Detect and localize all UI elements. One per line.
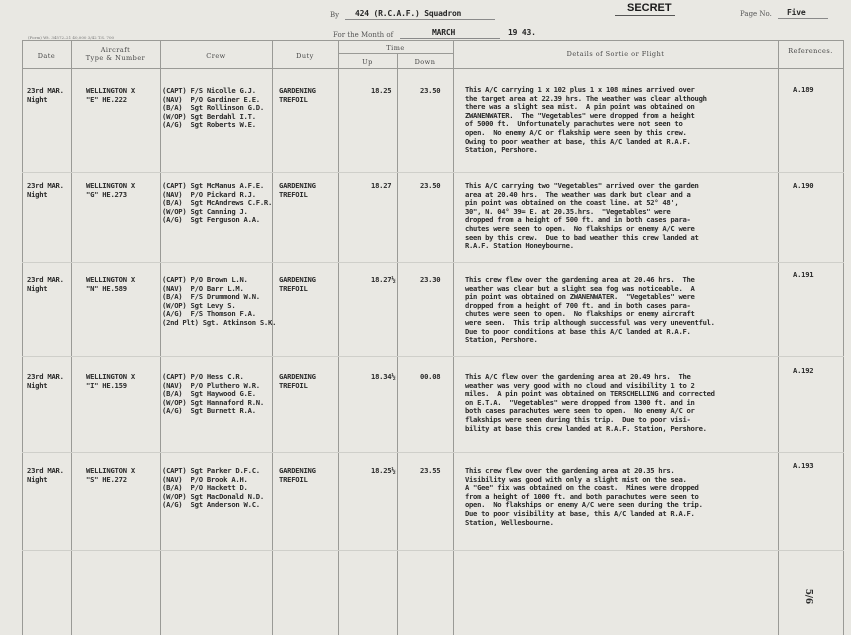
page-underline (778, 18, 828, 19)
sortie-time-up: 18.25 (371, 86, 392, 95)
sortie-aircraft: WELLINGTON X "E" HE.222 (86, 86, 135, 104)
col-header-up: Up (362, 58, 373, 66)
sortie-date: 23rd MAR. Night (27, 372, 64, 390)
col-header-date: Date (37, 52, 56, 60)
table-top-border (22, 40, 844, 41)
col-sep-date (71, 40, 72, 635)
details-line: both cases parachutes were seen to open. No enemy A/C or (465, 406, 695, 416)
details-line: the target area at 22.39 hrs. The weather was clear although (465, 93, 707, 103)
details-line: weather was very good with no cloud and visibility 1 to 2 (465, 380, 695, 390)
sortie-time-down: 00.08 (420, 372, 441, 381)
sortie-crew: (CAPT) Sgt McManus A.F.E. (NAV) P/O Pickard R.J. (B/A) Sgt McAndrews C.F.R. (W/OP) Sgt Canning J. (A/G) Sgt Ferguson A.A. (162, 181, 273, 225)
sortie-reference: A.191 (793, 270, 814, 279)
sortie-aircraft: WELLINGTON X "S" HE.272 (86, 466, 135, 484)
sortie-aircraft: WELLINGTON X "G" HE.273 (86, 181, 135, 199)
details-line: This A/C carrying two "Vegetables" arrived over the garden (465, 181, 699, 190)
col-header-references: References. (788, 47, 833, 55)
form-reference: (Form) Wt. 34572–21 40,000 3/42 T.S. 700 (28, 35, 115, 40)
details-line: 30", N. 04° 39= E. at 20.35.hrs. "Vegetables" were (465, 206, 671, 216)
header-bottom-border (22, 68, 844, 69)
details-line: seen by this crew. Due to bad weather this crew landed at (465, 232, 699, 242)
col-sep-up (397, 53, 398, 635)
details-line: from a height of 1000 ft. and both parachutes were seen to (465, 491, 699, 501)
sortie-reference: A.190 (793, 181, 814, 190)
by-label: By (330, 11, 340, 19)
details-line: open. No enemy A/C or flakship were seen by this crew. (465, 127, 687, 137)
sortie-time-down: 23.50 (420, 181, 441, 190)
col-header-down: Down (414, 58, 436, 66)
sortie-reference: A.193 (793, 461, 814, 470)
sortie-date: 23rd MAR. Night (27, 86, 64, 104)
rule-4 (22, 452, 844, 453)
details-line: on E.T.A. "Vegetables" were dropped from 1300 ft. and in (465, 397, 695, 407)
squadron-underline (345, 19, 495, 20)
sortie-details (465, 467, 703, 527)
details-line: Station, Pershore. (465, 145, 538, 155)
col-header-time: Time (386, 44, 405, 52)
details-line: Due to poor conditions at base this A/C landed at R.A.F. (465, 326, 691, 336)
details-line: This A/C carrying 1 x 102 plus 1 x 108 mines arrived over (465, 85, 695, 94)
details-line: This crew flew over the gardening area at 20.35 hrs. (465, 466, 675, 475)
sortie-date: 23rd MAR. Night (27, 181, 64, 199)
details-line: Owing to poor weather at base, this A/C landed at R.A.F. (465, 136, 691, 146)
sortie-reference: A.192 (793, 366, 814, 375)
sortie-time-up: 18.27 (371, 181, 392, 190)
classification-underline (615, 15, 675, 16)
sortie-aircraft: WELLINGTON X "N" HE.589 (86, 275, 135, 293)
sortie-time-down: 23.50 (420, 86, 441, 95)
details-line: This A/C flew over the gardening area at 20.49 hrs. The (465, 372, 691, 381)
col-sep-duty (338, 40, 339, 635)
sortie-duty: GARDENING TREFOIL (279, 466, 316, 484)
page-number: Five (787, 8, 806, 17)
sortie-time-down: 23.55 (420, 466, 441, 475)
sortie-duty: GARDENING TREFOIL (279, 181, 316, 199)
sortie-date: 23rd MAR. Night (27, 275, 64, 293)
details-line: Station, Pershore. (465, 335, 538, 345)
sortie-crew: (CAPT) Sgt Parker D.F.C. (NAV) P/O Brook A.H. (B/A) P/O Hackett D. (W/OP) Sgt MacDonald N.D. (A/G) Sgt Anderson W.C. (162, 466, 264, 510)
details-line: pin point was obtained on the coast line. at 52° 48', (465, 198, 679, 208)
col-header-crew: Crew (206, 52, 226, 60)
details-line: R.A.F. Station Honeybourne. (465, 241, 574, 251)
details-line: flakships were seen during this trip. Due to poor visi- (465, 414, 691, 424)
classification: SECRET (627, 2, 672, 14)
details-line: open. No flakships or enemy A/C were seen during the trip. (465, 500, 703, 510)
corner-mark: 5/6 (802, 588, 813, 604)
details-line: dropped from a height of 700 ft. and in both cases para- (465, 300, 691, 310)
details-line: Station, Wellesbourne. (465, 517, 554, 527)
col-sep-right (843, 40, 844, 635)
rule-5 (22, 550, 844, 551)
month-underline (400, 38, 500, 39)
col-sep-crew (272, 40, 273, 635)
details-line: area at 20.40 hrs. The weather was dark but clear and a (465, 189, 691, 199)
sortie-reference: A.189 (793, 85, 814, 94)
details-line: chutes were seen to open. No flakships or enemy A/C were (465, 223, 695, 233)
month-value: MARCH (432, 28, 456, 37)
sortie-aircraft: WELLINGTON X "I" HE.159 (86, 372, 135, 390)
time-subheader-line (338, 53, 453, 54)
sortie-time-up: 18.27½ (371, 275, 396, 284)
details-line: chutes were seen to open. No flakships or enemy aircraft (465, 309, 695, 319)
sortie-time-down: 23.30 (420, 275, 441, 284)
details-line: A "Gee" fix was obtained on the coast. Mines were dropped (465, 483, 699, 493)
rule-1 (22, 172, 844, 173)
details-line: there was a slight sea mist. A pin point was obtained on (465, 102, 695, 112)
sortie-duty: GARDENING TREFOIL (279, 86, 316, 104)
details-line: bility at base this crew landed at R.A.F. Station, Pershore. (465, 423, 707, 433)
details-line: Due to poor visibility at base, this A/C landed at R.A.F. (465, 508, 695, 518)
sortie-crew: (CAPT) P/O Hess C.R. (NAV) P/O Pluthero W.R. (B/A) Sgt Haywood G.E. (W/OP) Sgt Hannaford R.N. (A/G) Sgt Burnett R.A. (162, 372, 264, 416)
rule-3 (22, 356, 844, 357)
col-sep-aircraft (160, 40, 161, 635)
rule-2 (22, 262, 844, 263)
col-header-duty: Duty (296, 52, 314, 60)
sortie-date: 23rd MAR. Night (27, 466, 64, 484)
sortie-details (465, 86, 707, 155)
squadron-name: 424 (R.C.A.F.) Squadron (355, 9, 462, 18)
details-line: dropped from a height of 500 ft. and in both cases para- (465, 215, 691, 225)
details-line: of 5000 ft. Unfortunately parachutes were not seen to (465, 119, 683, 129)
details-line: miles. A pin point was obtained on TERSCHELLING and corrected (465, 389, 715, 399)
col-sep-time (453, 40, 454, 635)
sortie-duty: GARDENING TREFOIL (279, 275, 316, 293)
col-header-aircraft: Aircraft Type & Number (85, 46, 146, 62)
details-line: were seen. This trip although successful was very uneventful. (465, 317, 715, 327)
details-line: This crew flew over the gardening area at 20.46 hrs. The (465, 275, 695, 284)
page-label: Page No. (740, 10, 772, 18)
sortie-duty: GARDENING TREFOIL (279, 372, 316, 390)
col-header-details: Details of Sortie or Flight (566, 50, 665, 58)
sortie-details (465, 276, 715, 345)
sortie-time-up: 18.34½ (371, 372, 396, 381)
sortie-crew: (CAPT) P/O Brown L.N. (NAV) P/O Barr L.M. (B/A) F/S Drummond W.N. (W/OP) Sgt Levy S. (A/G) F/S Thomson F.A. (2nd Plt) Sgt. Atkinson S.K. (162, 275, 277, 327)
sortie-details (465, 182, 699, 251)
col-sep-details (778, 40, 779, 635)
sortie-details (465, 373, 715, 433)
details-line: pin point was obtained on ZWANENWATER. "Vegetables" were (465, 292, 695, 302)
details-line: ZWANENWATER. The "Vegetables" were dropped from a height (465, 110, 695, 120)
details-line: weather was clear but a slight sea fog was noticeable. A (465, 283, 695, 293)
col-sep-left (22, 40, 23, 635)
sortie-time-up: 18.25½ (371, 466, 396, 475)
details-line: Visibility was good with only a slight mist on the sea. (465, 474, 687, 484)
sortie-crew: (CAPT) F/S Nicolle G.J. (NAV) P/O Gardiner E.E. (B/A) Sgt Rollinson G.D. (W/OP) Sgt Berdahl I.T. (A/G) Sgt Roberts W.E. (162, 86, 264, 130)
year-value: 19 43. (508, 28, 536, 37)
month-label: For the Month of (333, 31, 394, 39)
